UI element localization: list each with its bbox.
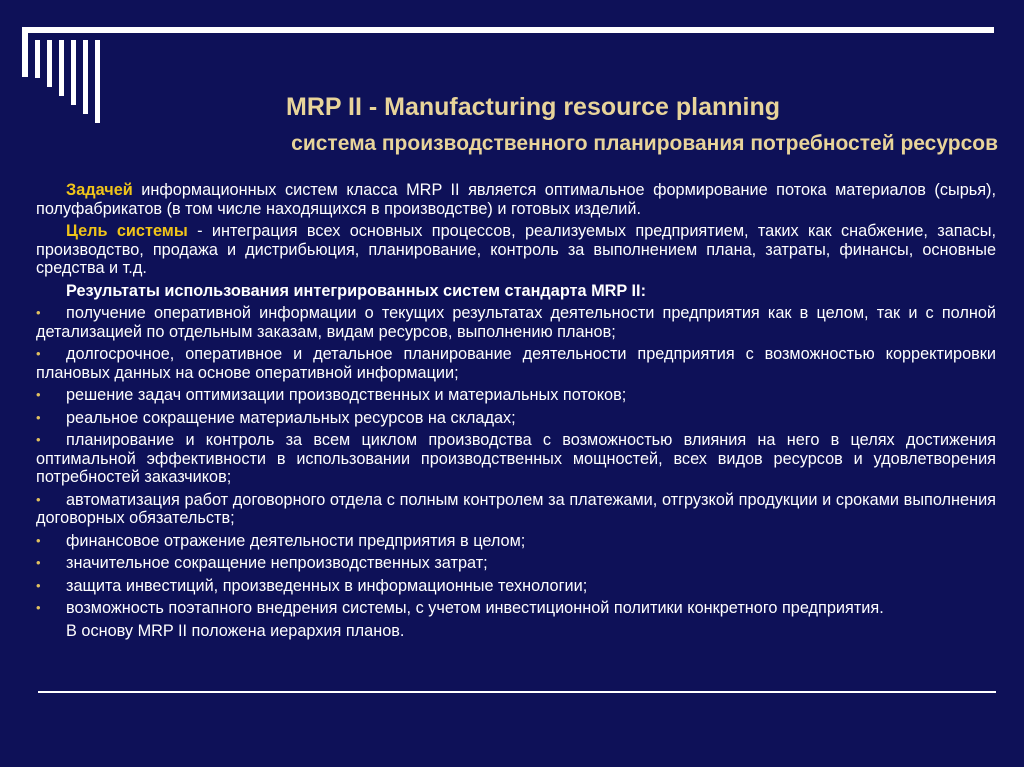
list-item	[36, 577, 996, 596]
list-item	[36, 409, 996, 428]
stripe	[95, 40, 100, 123]
list-item	[36, 386, 996, 405]
decorative-stripes	[0, 0, 300, 140]
goal-paragraph	[36, 222, 996, 278]
list-item-text: защита инвестиций, произведенных в информационные технологии;	[66, 576, 588, 595]
bullet-icon: •	[36, 409, 41, 425]
bullet-icon: •	[36, 387, 41, 402]
list-item-text: реальное сокращение материальных ресурсов на складах;	[66, 408, 516, 427]
stripe	[35, 40, 40, 78]
goal-keyword: Цель системы	[66, 222, 188, 240]
task-paragraph	[36, 181, 996, 218]
task-text: информационных систем класса MRP II является оптимальное формирование потока материалов (сырья), полуфабрикатов (в том числе находящихся в производстве) и готовых изделий.	[36, 181, 996, 218]
list-item	[36, 431, 996, 487]
results-heading: Результаты использования интегрированных систем стандарта MRP II:	[66, 281, 646, 300]
bullet-icon: •	[36, 491, 41, 507]
stripe	[71, 40, 76, 105]
goal-text: - интеграция всех основных процессов, реализуемых предприятием, таких как снабжение, запасы, производство, продажа и дистрибьюция, планирование, контроль за выполнением плана, затраты, финансы, основные средства и т.д.	[36, 222, 996, 277]
list-item-text: финансовое отражение деятельности предприятия в целом;	[66, 531, 526, 550]
stripe	[47, 40, 52, 87]
list-item-text: возможность поэтапного внедрения системы, с учетом инвестиционной политики конкретного предприятия.	[66, 599, 884, 617]
list-item	[36, 304, 996, 341]
list-item	[36, 599, 996, 618]
list-item-text: планирование и контроль за всем циклом производства с возможностью влияния на него в целях достижения оптимальной эффективности в использовании производственных мощностей, всех видов ресурсов и удовлетворения потребностей заказчиков;	[36, 431, 996, 486]
list-item-text: автоматизация работ договорного отдела с полным контролем за платежами, отгрузкой продукции и сроками выполнения договорных обязательств;	[36, 490, 996, 527]
slide-subtitle: система производственного планирования потребностей ресурсов	[291, 132, 998, 155]
list-item-text: значительное сокращение непроизводственных затрат;	[66, 554, 488, 572]
list-item	[36, 554, 996, 573]
list-item	[36, 345, 996, 382]
list-item-text: долгосрочное, оперативное и детальное планирование деятельности предприятия с возможностью корректировки плановых данных на основе оперативной информации;	[36, 345, 996, 382]
bullet-icon: •	[36, 432, 41, 447]
bottom-rule	[38, 691, 996, 693]
list-item	[36, 532, 996, 551]
footer-line: В основу MRP II положена иерархия планов.	[66, 621, 405, 640]
results-list	[36, 304, 996, 618]
list-item-text: решение задач оптимизации производственных и материальных потоков;	[66, 386, 627, 404]
bullet-icon: •	[36, 532, 41, 548]
stripe	[83, 40, 88, 114]
stripe	[22, 27, 28, 77]
slide-content	[36, 181, 996, 644]
list-item	[36, 491, 996, 528]
bullet-icon: •	[36, 600, 41, 615]
bullet-icon: •	[36, 346, 41, 361]
task-keyword: Задачей	[66, 181, 133, 199]
list-item-text: получение оперативной информации о текущих результатах деятельности предприятия как в целом, так и с полной детализацией по отдельным заказам, видам ресурсов, выполнению планов;	[36, 304, 996, 341]
bullet-icon: •	[36, 577, 41, 593]
stripe	[59, 40, 64, 96]
bullet-icon: •	[36, 305, 41, 320]
bullet-icon: •	[36, 555, 41, 570]
slide-title: MRP II - Manufacturing resource planning	[286, 93, 781, 121]
